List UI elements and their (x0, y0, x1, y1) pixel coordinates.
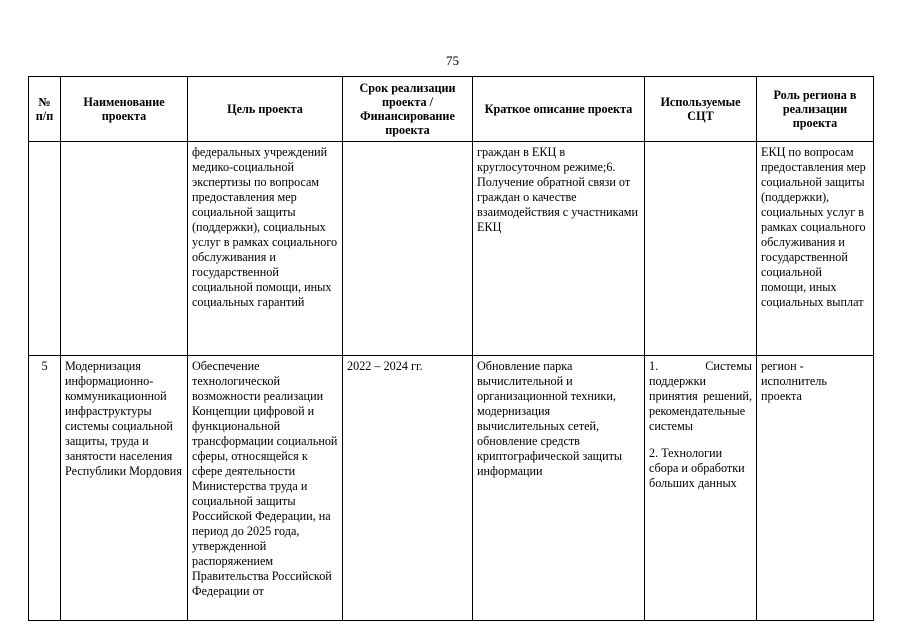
cell-region-role: регион - исполнитель проекта (757, 356, 874, 621)
table-header-row (29, 77, 874, 142)
header-number: № п/п (29, 77, 61, 142)
cell-description: граждан в ЕКЦ в круглосуточном режиме;6. Получение обратной связи от граждан о качестве взаимодействия с участниками ЕКЦ (473, 142, 645, 356)
header-project-name: Наименование проекта (61, 77, 188, 142)
page-number: 75 (446, 53, 459, 68)
table-row (29, 142, 874, 356)
header-sct: Используемые СЦТ (645, 77, 757, 142)
header-region-role: Роль региона в реализации проекта (757, 77, 874, 142)
cell-project-name: Модернизация информационно-коммуникационной инфраструктуры системы социальной защиты, труда и занятости населения Республики Мордовия (61, 356, 188, 621)
cell-sct (645, 356, 757, 621)
cell-number: 5 (29, 356, 61, 621)
cell-project-goal: федеральных учреждений медико-социальной экспертизы по вопросам предоставления мер социальной защиты (поддержки), социальных услуг в рамках социального обслуживания и государственной социальной помощи, иных социальных гарантий (188, 142, 343, 356)
cell-term (343, 142, 473, 356)
table-row (29, 356, 874, 621)
cell-description: Обновление парка вычислительной и организационной техники, модернизация вычислительных сетей, обновление средств криптографической защиты информации (473, 356, 645, 621)
header-project-goal: Цель проекта (188, 77, 343, 142)
cell-term: 2022 – 2024 гг. (343, 356, 473, 621)
cell-region-role: ЕКЦ по вопросам предоставления мер социальной защиты (поддержки), социальных услуг в рамках социального обслуживания и государственной социальной помощи, иных социальных выплат (757, 142, 874, 356)
cell-sct (645, 142, 757, 356)
cell-number (29, 142, 61, 356)
cell-project-name (61, 142, 188, 356)
projects-table (28, 76, 874, 621)
header-term-financing: Срок реализации проекта / Финансирование проекта (343, 77, 473, 142)
sct-list-item: 2. Технологии сбора и обработки больших данных (649, 446, 745, 490)
cell-project-goal: Обеспечение технологической возможности реализации Концепции цифровой и функциональной трансформации социальной сферы, относящейся к сфере деятельности Министерства труда и социальной защиты Российской Федерации, на период до 2025 года, утвержденной распоряжением Правительства Российской Федерации от (188, 356, 343, 621)
sct-list-item: 1. Системы поддержки принятия решений, рекомендательные системы (649, 359, 752, 433)
header-short-description: Краткое описание проекта (473, 77, 645, 142)
